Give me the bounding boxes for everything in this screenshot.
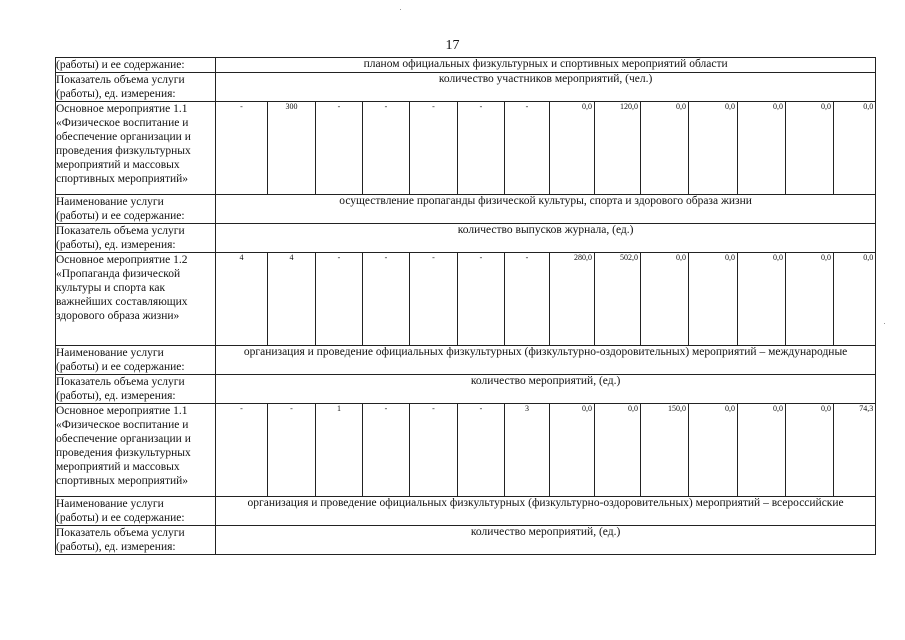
value-cell: 0,0 [550,404,595,497]
value-cell: 150,0 [641,404,689,497]
value-cell: 4 [268,253,316,346]
row-label-cell [56,375,216,404]
value-cell: 0,0 [641,253,689,346]
service-row [56,58,876,73]
value-cell: - [316,253,363,346]
row-label-cell [56,346,216,375]
row-label: (работы) и ее содержание: [56,59,185,71]
value-cell: 0,0 [738,102,786,195]
services-table [55,57,876,555]
value-cell: 502,0 [595,253,641,346]
service-row [56,375,876,404]
value-cell: 0,0 [689,253,738,346]
value-cell: - [316,102,363,195]
value-cell: - [268,404,316,497]
value-cell: 0,0 [738,253,786,346]
value-cell: 0,0 [834,253,876,346]
row-label: Показатель объема услуги (работы), ед. измерения: [56,376,185,402]
row-label: Наименование услуги (работы) и ее содержание: [56,347,185,373]
value-cell: - [216,102,268,195]
value-cell: 120,0 [595,102,641,195]
row-content: количество мероприятий, (ед.) [216,526,876,555]
service-row [56,195,876,224]
row-label-cell [56,73,216,102]
row-label-cell [56,224,216,253]
value-cell: 74,3 [834,404,876,497]
value-cell: 0,0 [595,404,641,497]
value-cell: 4 [216,253,268,346]
row-label-cell [56,497,216,526]
value-cell: - [505,102,550,195]
row-content: организация и проведение официальных физкультурных (физкультурно-оздоровительных) мероприятий – всероссийские [216,497,876,526]
value-cell: 0,0 [834,102,876,195]
value-cell: 3 [505,404,550,497]
row-label-cell [56,102,216,195]
row-label: Показатель объема услуги (работы), ед. измерения: [56,225,185,251]
value-cell: 1 [316,404,363,497]
value-cell: - [410,102,458,195]
value-cell: - [216,404,268,497]
value-cell: 0,0 [738,404,786,497]
row-label-cell [56,58,216,73]
row-label: Показатель объема услуги (работы), ед. измерения: [56,527,185,553]
value-cell: - [410,404,458,497]
value-cell: 0,0 [689,404,738,497]
value-cell: 0,0 [689,102,738,195]
row-label: Основное мероприятие 1.1 «Физическое воспитание и обеспечение организации и проведения физкультурных мероприятий и массовых спортивных мероприятий» [56,103,191,185]
value-cell: 0,0 [550,102,595,195]
service-row [56,224,876,253]
value-cell: - [410,253,458,346]
row-label: Показатель объема услуги (работы), ед. измерения: [56,74,185,100]
row-label: Наименование услуги (работы) и ее содержание: [56,196,185,222]
value-cell: 0,0 [786,102,834,195]
row-label: Наименование услуги (работы) и ее содержание: [56,498,185,524]
row-label-cell [56,195,216,224]
scan-speck [884,323,885,324]
scan-speck [400,9,401,10]
service-row [56,73,876,102]
value-cell: 300 [268,102,316,195]
value-cell: - [458,253,505,346]
measure-row [56,253,876,346]
measure-row [56,102,876,195]
row-content: осуществление пропаганды физической культуры, спорта и здорового образа жизни [216,195,876,224]
value-cell: 280,0 [550,253,595,346]
value-cell: 0,0 [786,404,834,497]
measure-row [56,404,876,497]
row-label: Основное мероприятие 1.2 «Пропаганда физической культуры и спорта как важнейших составляющих здорового образа жизни» [56,254,188,322]
row-label: Основное мероприятие 1.1 «Физическое воспитание и обеспечение организации и проведения физкультурных мероприятий и массовых спортивных мероприятий» [56,405,191,487]
value-cell: 0,0 [786,253,834,346]
row-content: организация и проведение официальных физкультурных (физкультурно-оздоровительных) мероприятий – международные [216,346,876,375]
value-cell: - [363,404,410,497]
value-cell: - [363,253,410,346]
row-label-cell [56,253,216,346]
service-row [56,526,876,555]
value-cell: - [363,102,410,195]
row-content: количество участников мероприятий, (чел.) [216,73,876,102]
service-row [56,346,876,375]
value-cell: 0,0 [641,102,689,195]
value-cell: - [505,253,550,346]
row-content: количество мероприятий, (ед.) [216,375,876,404]
page-number: 17 [445,38,460,53]
value-cell: - [458,102,505,195]
row-content: планом официальных физкультурных и спортивных мероприятий области [216,58,876,73]
service-row [56,497,876,526]
services-table-body [56,58,876,555]
row-label-cell [56,404,216,497]
row-label-cell [56,526,216,555]
value-cell: - [458,404,505,497]
row-content: количество выпусков журнала, (ед.) [216,224,876,253]
